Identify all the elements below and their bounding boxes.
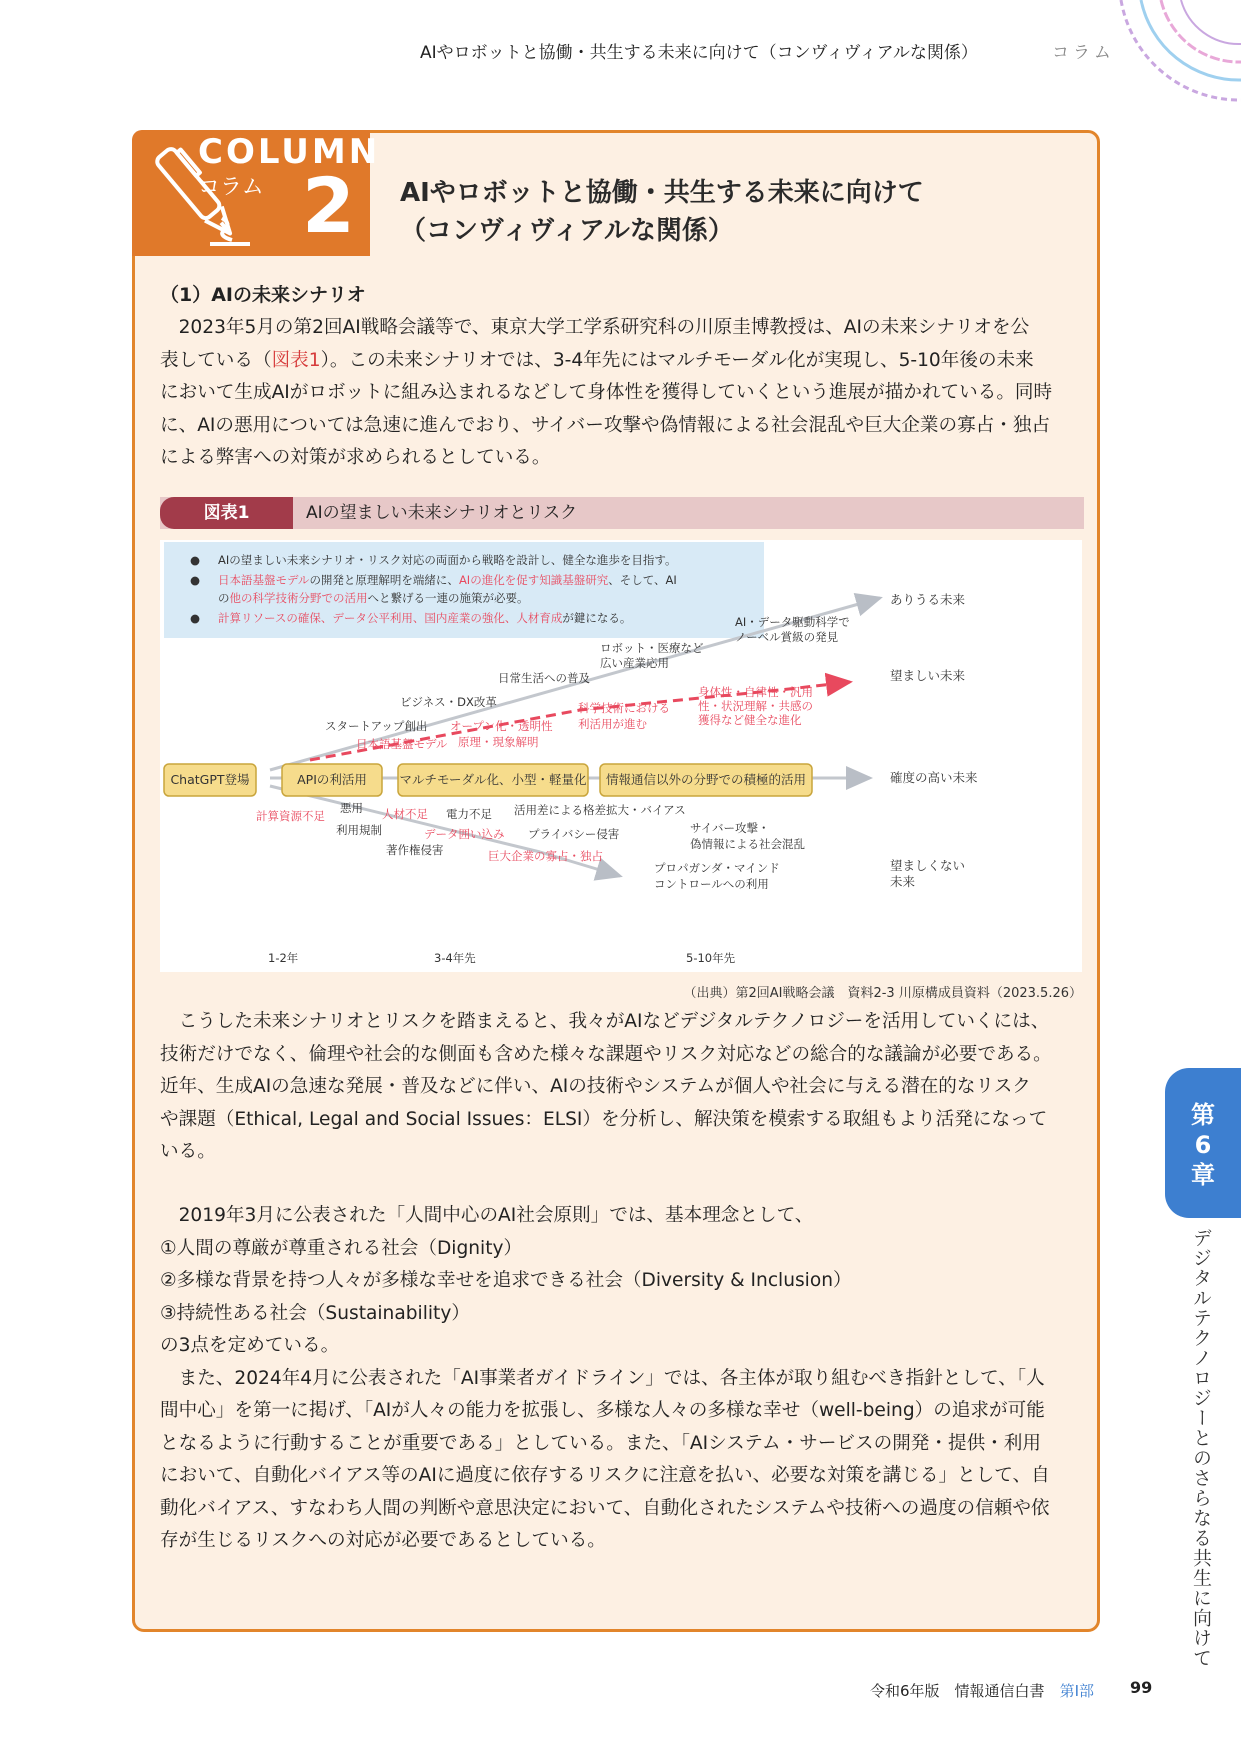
chapter-char: 第 [1191, 1101, 1215, 1129]
para3-line: となるように行動することが重要である」としている。また、「AIシステム・サービスの開発・提供・利用 [160, 1432, 1041, 1454]
para2-line: 近年、生成AIの急速な発展・普及などに伴い、AIの技術やシステムが個人や社会に与える潜在的なリスク [160, 1076, 1031, 1097]
para2-line: いる。 [160, 1141, 216, 1162]
principle-sustainability: ③持続性ある社会（Sustainability） [160, 1302, 470, 1324]
svg-text:●: ● [190, 611, 201, 625]
figure-bullet-2-cont: の他の科学技術分野での活用へと繋げる一連の施策が必要。 [218, 591, 529, 605]
timeline-3-4: 3-4年先 [434, 951, 476, 965]
label-data-lockin: データ囲い込み [424, 827, 505, 841]
label-misuse: 悪用 [340, 801, 363, 815]
chapter-title-vertical: デジタルテクノロジーとのさらなる共生に向けて [1190, 1228, 1212, 1668]
paragraph-1 [160, 312, 1084, 475]
para3-line: において、自動化バイアス等のAIに過度に依存するリスクに注意を払い、必要な対策を講じる」として、自 [160, 1465, 1050, 1486]
figure-diagram [160, 540, 1082, 972]
para1-text: 表している（ [160, 349, 272, 371]
para2-line: や課題（Ethical, Legal and Social Issues：ELSI）を分析し、解決策を模索する取組もより活発になって [160, 1108, 1048, 1130]
para1-line: による弊害への対策が求められるとしている。 [160, 447, 551, 468]
label-open-transparency: オープン化・透明性 [450, 719, 553, 733]
label-disparity: 活用差による格差拡大・バイアス [514, 803, 686, 817]
para3-line: 動化バイアス、すなわち人間の判断や意思決定において、自動化されたシステムや技術への過度の信頼や依 [160, 1497, 1050, 1519]
footer-publication [870, 1680, 1094, 1701]
label-power-shortage: 電力不足 [446, 807, 492, 821]
paragraph-2 [160, 1006, 1084, 1169]
outcome-likely: 確度の高い未来 [890, 770, 978, 785]
label-propaganda-1: プロパガンダ・マインド [654, 861, 780, 875]
outcome-undesirable-2: 未来 [890, 874, 916, 889]
column-number: 2 [302, 161, 355, 250]
figure-label: 図表1 [160, 497, 293, 529]
label-nobel: ノーベル賞級の発見 [735, 630, 839, 644]
label-talent-shortage: 人材不足 [382, 807, 428, 821]
figure-bullet-2: 日本語基盤モデルの開発と原理解明を端緒に、AIの進化を促す知識基盤研究、そして、AI [218, 573, 677, 587]
column-title-line1: AIやロボットと協働・共生する未来に向けて [400, 178, 924, 208]
label-industrial: 広い産業応用 [600, 656, 669, 670]
label-cyber-2: 偽情報による社会混乱 [690, 837, 805, 851]
box-other-fields: 情報通信以外の分野での積極的活用 [605, 772, 807, 787]
label-propaganda-2: コントロールへの利用 [654, 877, 769, 891]
figure-title: AIの望ましい未来シナリオとリスク [306, 503, 578, 523]
label-startup: スタートアップ創出 [325, 719, 428, 733]
figure-title-bar [160, 497, 1084, 529]
box-multimodal: マルチモーダル化、小型・軽量化 [399, 772, 587, 787]
figure-bullet-3: 計算リソースの確保、データ公平利用、国内産業の強化、人材育成が鍵になる。 [218, 611, 632, 625]
timeline-5-10: 5-10年先 [686, 951, 736, 965]
box-chatgpt: ChatGPT登場 [170, 772, 250, 787]
label-regulation: 利用規制 [336, 823, 382, 837]
figure-source: （出典）第2回AI戦略会議 資料2-3 川原構成員資料（2023.5.26） [683, 986, 1082, 1001]
principle-dignity: ①人間の尊厳が尊重される社会（Dignity） [160, 1237, 523, 1259]
label-business-dx: ビジネス・DX改革 [400, 695, 497, 709]
para1-line [160, 345, 1084, 378]
para3-line: また、2024年4月に公表された「AI事業者ガイドライン」では、各主体が取り組むべき指針として、「人 [160, 1367, 1045, 1389]
outcome-desirable: 望ましい未来 [890, 668, 966, 683]
para3-line: 2019年3月に公表された「人間中心のAI社会原則」では、基本理念として、 [160, 1205, 814, 1226]
column-title [400, 174, 924, 250]
box-api: APIの利活用 [297, 772, 367, 787]
label-compute-shortage: 計算資源不足 [256, 809, 325, 823]
para3-line: の3点を定めている。 [160, 1335, 340, 1356]
column-label-jp: コラム [198, 175, 264, 200]
para3-line: 間中心」を第一に掲げ、「AIが人々の能力を拡張し、多様な人々の多様な幸せ（well-being）の追求が可能 [160, 1400, 1045, 1421]
label-daily-life: 日常生活への普及 [498, 671, 590, 685]
label-ai-data-science: AI・データ駆動科学で [735, 615, 850, 629]
para1-line: において生成AIがロボットに組み込まれるなどして身体性を獲得していくという進展が描かれている。同時 [160, 382, 1053, 403]
figure-reference-link[interactable]: 図表1 [271, 349, 321, 371]
label-cyber-1: サイバー攻撃・ [690, 821, 770, 835]
corner-arc-decoration [1101, 0, 1241, 110]
outcome-undesirable-1: 望ましくない [890, 858, 966, 873]
label-robot-medical: ロボット・医療など [600, 641, 704, 655]
svg-text:●: ● [190, 573, 201, 587]
footer-part: 第Ⅰ部 [1059, 1682, 1094, 1700]
column-title-line2: （コンヴィヴィアルな関係） [400, 216, 734, 246]
running-header-title: AIやロボットと協働・共生する未来に向けて（コンヴィヴィアルな関係） [420, 43, 978, 63]
label-japanese-model: 日本語基盤モデル [356, 737, 448, 751]
para2-line: 技術だけでなく、倫理や社会的な側面も含めた様々な課題やリスク対応などの総合的な議論が必要である。 [160, 1043, 1052, 1065]
chapter-number [1165, 1100, 1241, 1190]
scenario-diagram-svg [160, 540, 1082, 972]
principle-diversity: ②多様な背景を持つ人々が多様な幸せを追求できる社会（Diversity & Inclusion） [160, 1270, 852, 1291]
timeline-1-2: 1-2年 [268, 951, 299, 965]
page-number: 99 [1130, 1678, 1153, 1697]
chapter-char: 6 [1194, 1131, 1212, 1159]
chapter-char: 章 [1191, 1161, 1215, 1189]
para1-text: ）。この未来シナリオでは、3-4年先にはマルチモーダル化が実現し、5-10年後の未来 [320, 349, 1034, 371]
outcome-possible: ありうる未来 [890, 592, 966, 607]
label-science-use-1: 科学技術における [578, 701, 670, 715]
section-heading: （1）AIの未来シナリオ [160, 284, 366, 306]
label-science-use-2: 利活用が進む [578, 717, 647, 731]
label-embodiment-3: 獲得など健全な進化 [698, 713, 802, 727]
para1-line: に、AIの悪用については急速に進んでおり、サイバー攻撃や偽情報による社会混乱や巨大企業の寡占・独占 [160, 414, 1051, 436]
label-embodiment-1: 身体性・自律性・汎用 [698, 685, 813, 699]
running-header-section: コラム [1052, 43, 1115, 63]
paragraph-3 [160, 1200, 1084, 1558]
para1-line: 2023年5月の第2回AI戦略会議等で、東京大学工学系研究科の川原圭博教授は、AIの未来シナリオを公 [160, 317, 1030, 338]
column-label-en: COLUMN [198, 132, 381, 172]
label-privacy: プライバシー侵害 [528, 827, 620, 841]
svg-text:●: ● [190, 553, 201, 567]
label-oligopoly: 巨大企業の寡占・独占 [488, 849, 603, 863]
label-principle: 原理・現象解明 [458, 735, 539, 749]
para3-line: 存が生じるリスクへの対応が必要であるとしている。 [160, 1530, 606, 1551]
para2-line: こうした未来シナリオとリスクを踏まえると、我々がAIなどデジタルテクノロジーを活用していくには、 [160, 1011, 1050, 1032]
label-embodiment-2: 性・状況理解・共感の [698, 699, 813, 713]
footer-publication-text: 令和6年版 情報通信白書 [870, 1682, 1045, 1700]
label-copyright: 著作権侵害 [386, 843, 444, 857]
figure-bullet-1: AIの望ましい未来シナリオ・リスク対応の両面から戦略を設計し、健全な進歩を目指す。 [218, 553, 677, 567]
